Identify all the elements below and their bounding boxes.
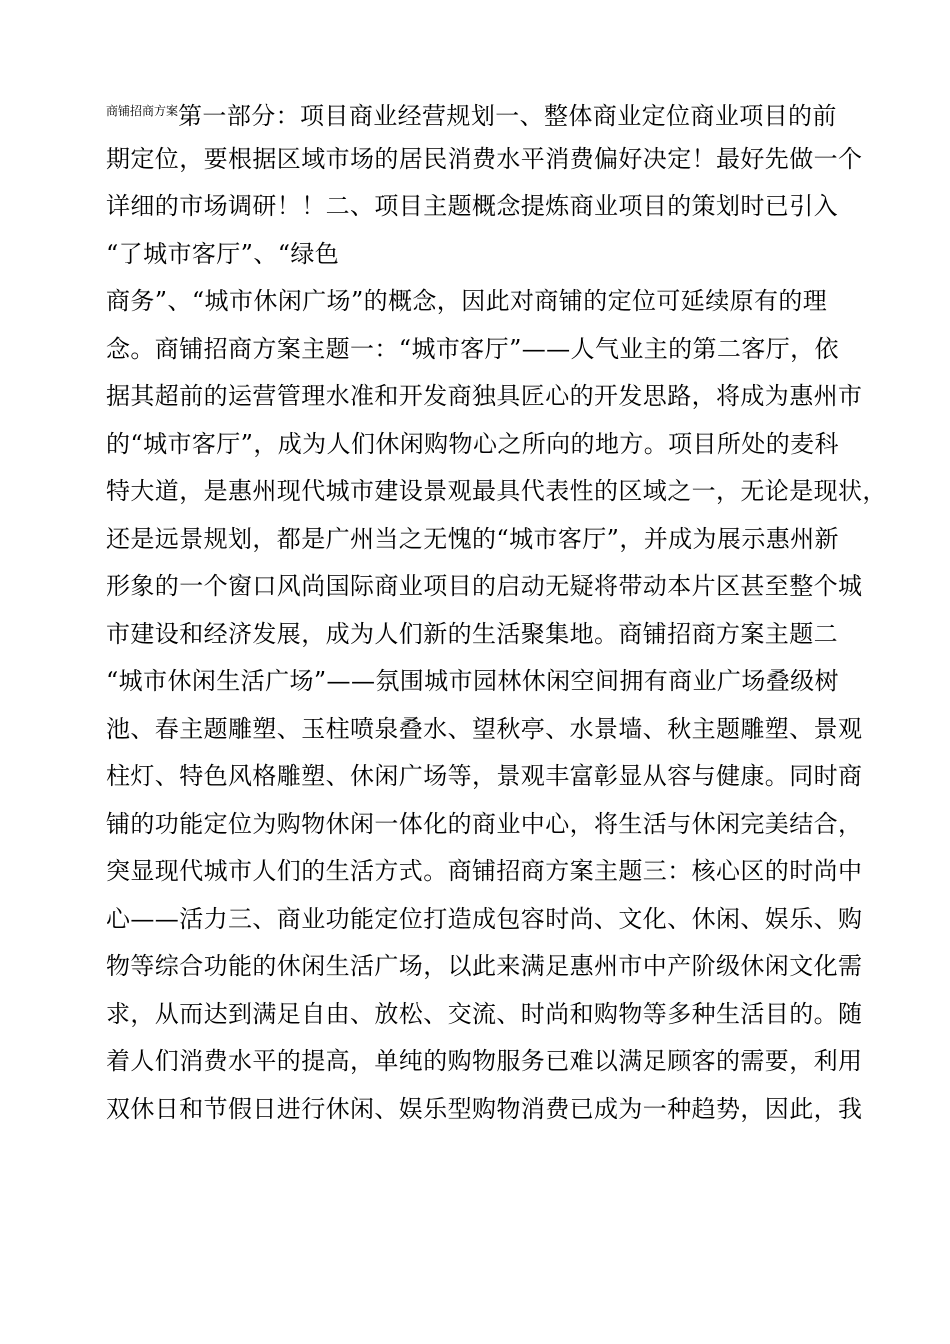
text-line-13: “城市休闲生活广场”——氛围城市园林休闲空间拥有商业广场叠级树 [106, 667, 839, 695]
text-line-19: 物等综合功能的休闲生活广场，以此来满足惠州市中产阶级休闲文化需 [106, 952, 863, 980]
text-line-7: 据其超前的运营管理水准和开发商独具匠心的开发思路，将成为惠州市 [106, 382, 863, 410]
text-line-15: 柱灯、特色风格雕塑、休闲广场等，景观丰富彰显从容与健康。同时商 [106, 762, 863, 790]
text-line-10: 还是远景规划，都是广州当之无愧的“城市客厅”，并成为展示惠州新 [106, 524, 839, 553]
text-line-2: 期定位，要根据区域市场的居民消费水平消费偏好决定！最好先做一个 [106, 144, 863, 173]
text-line-20: 求，从而达到满足自由、放松、交流、时尚和购物等多种生活目的。随 [106, 999, 863, 1028]
text-line-12: 市建设和经济发展，成为人们新的生活聚集地。商铺招商方案主题二 [106, 619, 838, 648]
text-line-22: 双休日和节假日进行休闲、娱乐型购物消费已成为一种趋势，因此，我 [106, 1094, 863, 1123]
text-line-5: 商务”、“城市休闲广场”的概念，因此对商铺的定位可延续原有的理 [106, 287, 828, 315]
text-line-1 [106, 88, 886, 136]
body-text [106, 88, 886, 1133]
text-line-18: 心——活力三、商业功能定位打造成包容时尚、文化、休闲、娱乐、购 [106, 904, 863, 933]
text-line-8: 的“城市客厅”，成为人们休闲购物心之所向的地方。项目所处的麦科 [106, 429, 839, 458]
text-line-4: “了城市客厅”、“绿色 [106, 239, 340, 268]
text-line-14: 池、春主题雕塑、玉柱喷泉叠水、望秋亭、水景墙、秋主题雕塑、景观 [106, 714, 863, 743]
text-line-11: 形象的一个窗口风尚国际商业项目的启动无疑将带动本片区甚至整个城 [106, 572, 863, 600]
text-line-16: 铺的功能定位为购物休闲一体化的商业中心，将生活与休闲完美结合， [106, 809, 863, 838]
text-line-3: 详细的市场调研！！二、项目主题概念提炼商业项目的策划时已引入 [106, 192, 838, 220]
text-line-21: 着人们消费水平的提高，单纯的购物服务已难以满足顾客的需要，利用 [106, 1047, 863, 1075]
text-line-9: 特大道，是惠州现代城市建设景观最具代表性的区域之一，无论是现状， [106, 477, 887, 505]
text-line-17: 突显现代城市人们的生活方式。商铺招商方案主题三：核心区的时尚中 [106, 857, 863, 885]
text-line-content: 第一部分：项目商业经营规划一、整体商业定位商业项目的前 [178, 102, 837, 130]
text-line-6: 念。商铺招商方案主题一：“城市客厅”——人气业主的第二客厅，依 [106, 334, 839, 363]
header-label: 商铺招商方案 [106, 104, 179, 118]
